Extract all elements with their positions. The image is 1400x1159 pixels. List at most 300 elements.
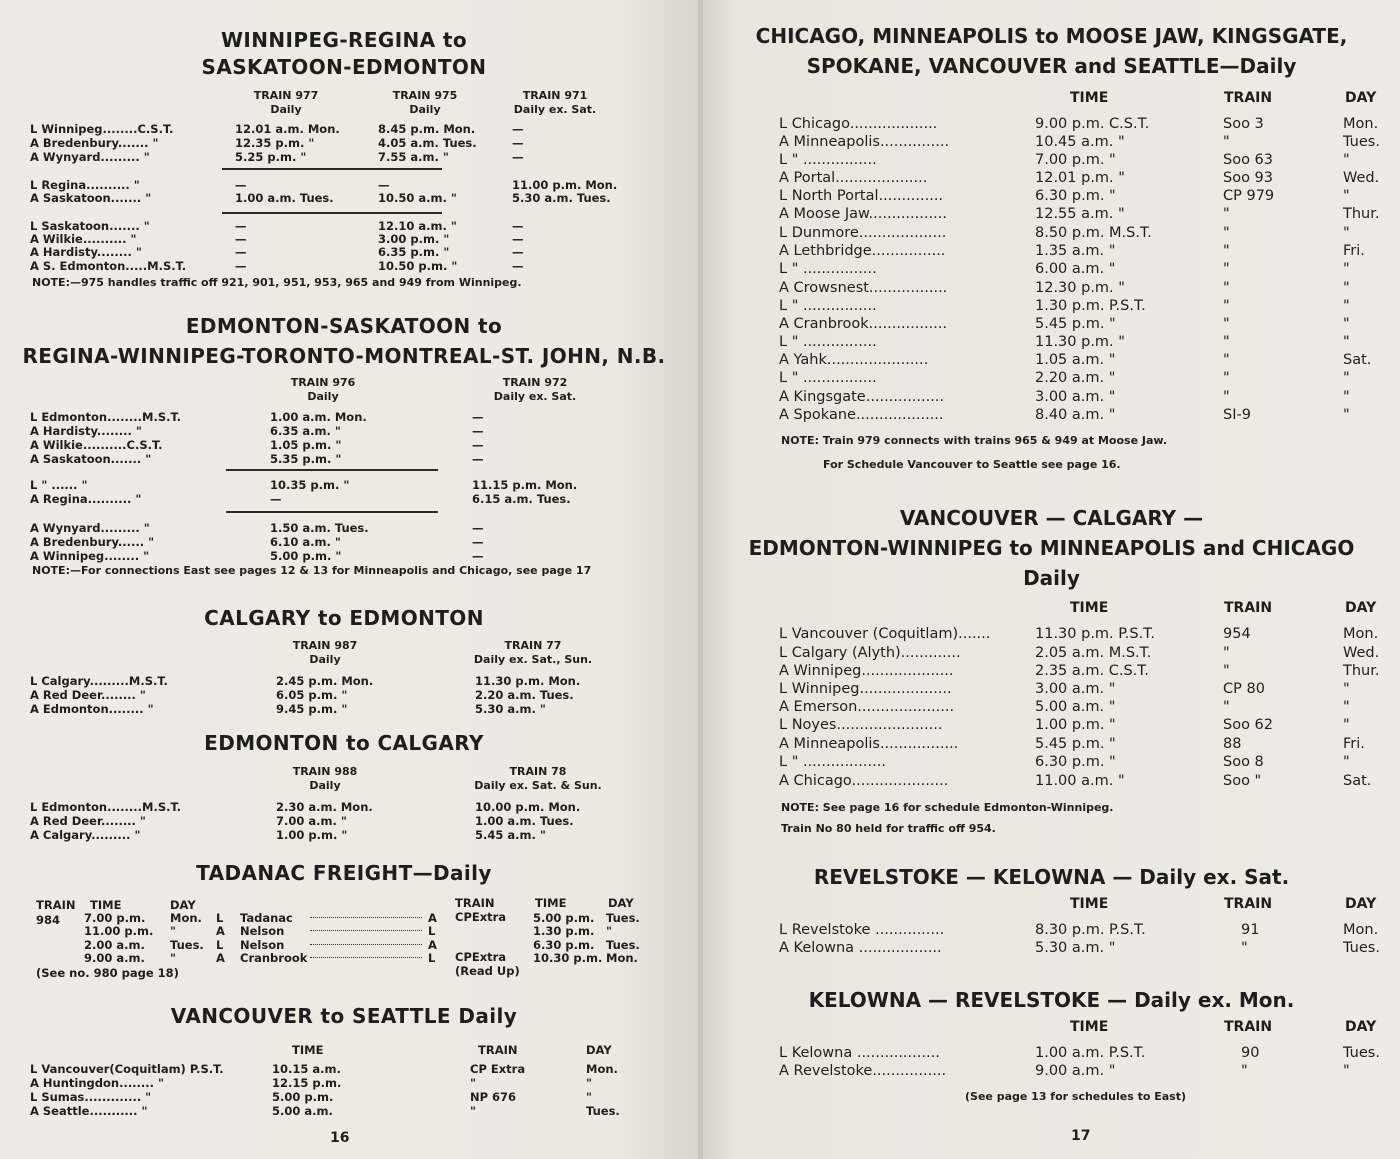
timetable-cell: 2.05 a.m. M.S.T.: [1035, 645, 1152, 661]
section-title: EDMONTON to CALGARY: [204, 731, 484, 755]
timetable-cell: ": [1223, 352, 1230, 368]
timetable-cell: —: [472, 452, 484, 466]
timetable-cell: 6.30 p.m. ": [1035, 754, 1116, 770]
timetable-cell: 5.00 a.m. ": [1035, 699, 1116, 715]
station-cell: L Kelowna ..................: [779, 1045, 940, 1061]
train-header: TRAIN 987 Daily: [292, 639, 358, 666]
station-cell: L Winnipeg........C.S.T.: [30, 122, 174, 136]
timetable-cell: ": [586, 1090, 592, 1104]
timetable-cell: ": [606, 924, 612, 938]
timetable-cell: L: [428, 951, 436, 965]
timetable-cell: Fri.: [1343, 736, 1365, 752]
timetable-cell: —: [235, 178, 247, 192]
timetable-cell: A: [428, 911, 437, 925]
timetable-cell: 7.55 a.m. ": [378, 150, 449, 164]
column-header: TIME: [90, 898, 122, 912]
timetable-cell: 9.00 a.m.: [84, 951, 145, 965]
timetable-cell: 1.00 a.m. Mon.: [270, 410, 367, 424]
timetable-cell: ": [1343, 681, 1350, 697]
timetable-cell: 1.00 p.m. ": [276, 828, 348, 842]
timetable-cell: 11.30 p.m. ": [1035, 334, 1125, 350]
timetable-cell: 91: [1241, 922, 1260, 938]
station-cell: L Vancouver(Coquitlam) P.S.T.: [30, 1062, 224, 1076]
column-header: TIME: [1070, 896, 1109, 912]
timetable-cell: 10.30 p.m.: [533, 951, 603, 965]
train-number: CPExtra: [455, 910, 507, 924]
timetable-cell: 2.20 a.m. Tues.: [475, 688, 574, 702]
column-header: TIME: [535, 896, 567, 910]
column-header: TIME: [1070, 90, 1109, 106]
timetable-cell: ": [1223, 134, 1230, 150]
timetable-cell: Soo ": [1223, 773, 1262, 789]
timetable-cell: 2.00 a.m.: [84, 938, 145, 952]
note: NOTE:—975 handles traffic off 921, 901, 951, 953, 965 and 949 from Winnipeg.: [32, 276, 522, 289]
station-cell: Nelson: [240, 938, 285, 952]
station-cell: A Crowsnest.................: [779, 280, 948, 296]
timetable-cell: Fri.: [1343, 243, 1365, 259]
timetable-cell: ": [1223, 206, 1230, 222]
train-header: TRAIN 976 Daily: [290, 376, 356, 403]
train-header: TRAIN 988 Daily: [292, 765, 358, 792]
train-header: TRAIN 975 Daily: [392, 89, 458, 116]
timetable-cell: 88: [1223, 736, 1242, 752]
timetable-cell: Wed.: [1343, 170, 1380, 186]
timetable-cell: —: [235, 232, 247, 246]
timetable-cell: ": [1343, 298, 1350, 314]
station-cell: A Saskatoon....... ": [30, 452, 152, 466]
timetable-cell: 10.45 a.m. ": [1035, 134, 1125, 150]
timetable-cell: ": [170, 951, 176, 965]
divider: [222, 212, 442, 214]
timetable-cell: Thur.: [1343, 663, 1380, 679]
note: (See page 13 for schedules to East): [965, 1090, 1186, 1103]
timetable-cell: 8.40 a.m. ": [1035, 407, 1116, 423]
timetable-cell: 1.30 p.m. P.S.T.: [1035, 298, 1146, 314]
timetable-cell: Soo 93: [1223, 170, 1274, 186]
station-cell: A Huntingdon........ ": [30, 1076, 165, 1090]
timetable-cell: ": [470, 1104, 476, 1118]
timetable-cell: ": [1343, 225, 1350, 241]
timetable-cell: 1.00 a.m. P.S.T.: [1035, 1045, 1146, 1061]
station-cell: L " ................: [779, 261, 877, 277]
section-title: CALGARY to EDMONTON: [204, 606, 484, 630]
timetable-cell: Soo 8: [1223, 754, 1264, 770]
dot-leader: [310, 957, 422, 958]
timetable-cell: 6.05 p.m. ": [276, 688, 348, 702]
section-title: VANCOUVER — CALGARY —: [899, 506, 1204, 530]
timetable-cell: ": [1343, 389, 1350, 405]
timetable-cell: ": [1343, 407, 1350, 423]
timetable-cell: 6.10 a.m. ": [270, 535, 341, 549]
note: (See no. 980 page 18): [36, 966, 179, 980]
timetable-cell: ": [470, 1076, 476, 1090]
station-cell: A Hardisty........ ": [30, 245, 142, 259]
train-number: CPExtra: [455, 950, 507, 964]
timetable-cell: —: [512, 245, 524, 259]
column-header: TIME: [292, 1043, 324, 1057]
timetable-cell: 6.35 p.m. ": [378, 245, 450, 259]
timetable-cell: —: [472, 438, 484, 452]
timetable-cell: 12.01 a.m. Mon.: [235, 122, 340, 136]
timetable-cell: CP 80: [1223, 681, 1265, 697]
timetable-cell: 10.50 p.m. ": [378, 259, 458, 273]
timetable-cell: 11.00 p.m. Mon.: [512, 178, 618, 192]
timetable-cell: Sat.: [1343, 773, 1372, 789]
timetable-cell: 5.30 a.m. Tues.: [512, 191, 611, 205]
timetable-cell: Mon.: [1343, 922, 1379, 938]
station-cell: L Vancouver (Coquitlam).......: [779, 626, 991, 642]
timetable-cell: ": [1343, 316, 1350, 332]
timetable-cell: 9.00 p.m. C.S.T.: [1035, 116, 1150, 132]
timetable-cell: 2.30 a.m. Mon.: [276, 800, 373, 814]
column-header: TRAIN: [36, 898, 76, 912]
section-title: REGINA-WINNIPEG-TORONTO-MONTREAL-ST. JOHN, N.B.: [22, 344, 666, 368]
timetable-cell: 11.15 p.m. Mon.: [472, 478, 578, 492]
column-header: TRAIN: [455, 896, 495, 910]
station-cell: L " ................: [779, 152, 877, 168]
column-header: DAY: [170, 898, 196, 912]
station-cell: A Winnipeg........ ": [30, 549, 150, 563]
timetable-cell: —: [512, 136, 524, 150]
timetable-cell: 8.45 p.m. Mon.: [378, 122, 476, 136]
timetable-cell: —: [472, 424, 484, 438]
station-cell: A Yahk......................: [779, 352, 929, 368]
timetable-cell: L: [216, 938, 224, 952]
timetable-cell: ": [1223, 663, 1230, 679]
column-header: TIME: [1070, 1019, 1109, 1035]
timetable-cell: ": [1343, 188, 1350, 204]
timetable-cell: CP Extra: [470, 1062, 526, 1076]
station-cell: A Chicago.....................: [779, 773, 949, 789]
timetable-cell: Soo 63: [1223, 152, 1274, 168]
station-cell: A Red Deer........ ": [30, 814, 146, 828]
timetable-cell: 11.00 a.m. ": [1035, 773, 1125, 789]
station-cell: L " ..................: [779, 754, 886, 770]
station-cell: A Seattle........... ": [30, 1104, 148, 1118]
page-number: 16: [330, 1130, 350, 1146]
station-cell: A Bredenbury...... ": [30, 535, 155, 549]
timetable-cell: ": [1223, 370, 1230, 386]
timetable-cell: 11.00 p.m.: [84, 924, 154, 938]
timetable-cell: Tues.: [586, 1104, 620, 1118]
station-cell: A Emerson.....................: [779, 699, 955, 715]
timetable-cell: ": [1223, 389, 1230, 405]
note: NOTE: See page 16 for schedule Edmonton-Winnipeg.: [781, 801, 1114, 814]
timetable-cell: ": [1223, 225, 1230, 241]
timetable-cell: 12.35 p.m. ": [235, 136, 315, 150]
dot-leader: [310, 930, 422, 931]
timetable-cell: 3.00 a.m. ": [1035, 389, 1116, 405]
train-header: TRAIN 77 Daily ex. Sat., Sun.: [473, 639, 593, 666]
timetable-cell: 6.00 a.m. ": [1035, 261, 1116, 277]
timetable-cell: ": [1343, 370, 1350, 386]
timetable-cell: 6.30 p.m. ": [1035, 188, 1116, 204]
timetable-cell: ": [1343, 261, 1350, 277]
station-cell: A Lethbridge................: [779, 243, 946, 259]
timetable-cell: 8.50 p.m. M.S.T.: [1035, 225, 1152, 241]
timetable-cell: 954: [1223, 626, 1251, 642]
timetable-cell: ": [1343, 152, 1350, 168]
station-cell: A Regina.......... ": [30, 492, 142, 506]
station-cell: Nelson: [240, 924, 285, 938]
timetable-cell: 4.05 a.m. Tues.: [378, 136, 477, 150]
timetable-cell: 11.30 p.m. Mon.: [475, 674, 581, 688]
divider: [226, 511, 438, 513]
station-cell: L " ...... ": [30, 478, 88, 492]
timetable-cell: 6.15 a.m. Tues.: [472, 492, 571, 506]
train-number: 984: [36, 913, 61, 927]
dot-leader: [310, 917, 422, 918]
timetable-cell: 10.35 p.m. ": [270, 478, 350, 492]
station-cell: L " ................: [779, 370, 877, 386]
left-page: [0, 0, 698, 1159]
station-cell: A Kingsgate.................: [779, 389, 945, 405]
timetable-cell: 2.20 a.m. ": [1035, 370, 1116, 386]
station-cell: A Revelstoke................: [779, 1063, 947, 1079]
station-cell: L Sumas............. ": [30, 1090, 152, 1104]
note: (Read Up): [455, 964, 520, 978]
station-cell: A Wilkie.......... ": [30, 232, 137, 246]
column-header: TRAIN: [478, 1043, 518, 1057]
timetable-cell: 3.00 p.m. ": [378, 232, 450, 246]
timetable-cell: 12.30 p.m. ": [1035, 280, 1125, 296]
column-header: TRAIN: [1224, 1019, 1273, 1035]
column-header: DAY: [608, 896, 634, 910]
section-title: Daily: [1023, 566, 1080, 590]
section-title: WINNIPEG-REGINA to: [220, 28, 468, 52]
timetable-cell: 1.30 p.m.: [533, 924, 595, 938]
timetable-cell: —: [472, 549, 484, 563]
station-cell: L Saskatoon....... ": [30, 219, 150, 233]
section-title: EDMONTON-SASKATOON to: [185, 314, 503, 338]
timetable-cell: —: [472, 535, 484, 549]
timetable-cell: ": [1343, 334, 1350, 350]
timetable-cell: 7.00 p.m. ": [1035, 152, 1116, 168]
station-cell: Cranbrook: [240, 951, 308, 965]
timetable-cell: 10.50 a.m. ": [378, 191, 457, 205]
timetable-cell: 5.00 a.m.: [272, 1104, 333, 1118]
timetable-cell: 8.30 p.m. P.S.T.: [1035, 922, 1146, 938]
timetable-cell: Thur.: [1343, 206, 1380, 222]
timetable-cell: ": [1343, 699, 1350, 715]
station-cell: L Regina.......... ": [30, 178, 140, 192]
timetable-cell: ": [1223, 699, 1230, 715]
timetable-cell: Tues.: [1343, 1045, 1380, 1061]
timetable-cell: ": [1223, 280, 1230, 296]
timetable-cell: 5.30 a.m. ": [475, 702, 546, 716]
timetable-cell: 9.00 a.m. ": [1035, 1063, 1116, 1079]
station-cell: A S. Edmonton.....M.S.T.: [30, 259, 187, 273]
timetable-cell: 5.45 a.m. ": [475, 828, 546, 842]
station-cell: A Wilkie..........C.S.T.: [30, 438, 163, 452]
timetable-cell: 2.35 a.m. C.S.T.: [1035, 663, 1150, 679]
timetable-cell: 12.01 p.m. ": [1035, 170, 1125, 186]
page-number: 17: [1071, 1128, 1091, 1144]
column-header: TRAIN: [1224, 896, 1273, 912]
timetable-cell: Soo 62: [1223, 717, 1274, 733]
section-title: KELOWNA — REVELSTOKE — Daily ex. Mon.: [808, 988, 1295, 1012]
column-header: DAY: [1345, 1019, 1377, 1035]
note: For Schedule Vancouver to Seattle see page 16.: [823, 458, 1121, 471]
timetable-cell: ": [1241, 1063, 1248, 1079]
station-cell: L Edmonton........M.S.T.: [30, 410, 181, 424]
timetable-cell: 5.00 p.m.: [272, 1090, 334, 1104]
station-cell: A Wynyard......... ": [30, 521, 150, 535]
timetable-cell: —: [512, 219, 524, 233]
timetable-cell: 5.00 p.m.: [533, 911, 595, 925]
timetable-cell: 12.10 a.m. ": [378, 219, 457, 233]
timetable-cell: —: [512, 150, 524, 164]
column-header: TIME: [1070, 600, 1109, 616]
timetable-cell: ": [1343, 1063, 1350, 1079]
timetable-cell: Sat.: [1343, 352, 1372, 368]
timetable-cell: 1.35 a.m. ": [1035, 243, 1116, 259]
timetable-cell: Mon.: [1343, 626, 1379, 642]
section-title: SASKATOON-EDMONTON: [201, 55, 487, 79]
timetable-cell: 6.30 p.m.: [533, 938, 595, 952]
timetable-cell: ": [1223, 645, 1230, 661]
timetable-cell: ": [1343, 717, 1350, 733]
timetable-cell: ": [1241, 940, 1248, 956]
timetable-cell: Tues.: [606, 911, 640, 925]
timetable-cell: 1.00 a.m. Tues.: [235, 191, 334, 205]
timetable-cell: 2.45 p.m. Mon.: [276, 674, 374, 688]
timetable-cell: ": [1223, 334, 1230, 350]
timetable-cell: 11.30 p.m. P.S.T.: [1035, 626, 1155, 642]
timetable-cell: 1.05 a.m. ": [1035, 352, 1116, 368]
timetable-cell: —: [235, 219, 247, 233]
timetable-cell: Mon.: [1343, 116, 1379, 132]
station-cell: L Calgary.........M.S.T.: [30, 674, 168, 688]
dot-leader: [310, 944, 422, 945]
station-cell: L Chicago...................: [779, 116, 938, 132]
station-cell: A Hardisty........ ": [30, 424, 142, 438]
station-cell: L Winnipeg....................: [779, 681, 952, 697]
timetable-cell: Tues.: [170, 938, 204, 952]
station-cell: A Bredenbury....... ": [30, 136, 159, 150]
timetable-cell: ": [1343, 754, 1350, 770]
station-cell: L Dunmore...................: [779, 225, 947, 241]
timetable-cell: NP 676: [470, 1090, 517, 1104]
timetable-cell: Wed.: [1343, 645, 1380, 661]
timetable-cell: A: [216, 924, 225, 938]
note: NOTE: Train 979 connects with trains 965 & 949 at Moose Jaw.: [781, 434, 1168, 447]
timetable-cell: —: [512, 232, 524, 246]
timetable-cell: 5.45 p.m. ": [1035, 316, 1116, 332]
timetable-cell: 1.00 a.m. Tues.: [475, 814, 574, 828]
timetable-cell: 5.30 a.m. ": [1035, 940, 1116, 956]
station-cell: A Wynyard......... ": [30, 150, 150, 164]
timetable-cell: ": [1343, 280, 1350, 296]
column-header: TRAIN: [1224, 90, 1273, 106]
timetable-cell: 10.00 p.m. Mon.: [475, 800, 581, 814]
station-cell: A Moose Jaw.................: [779, 206, 947, 222]
station-cell: A Spokane...................: [779, 407, 944, 423]
timetable-cell: 5.25 p.m. ": [235, 150, 307, 164]
timetable-cell: —: [270, 492, 282, 506]
station-cell: A Saskatoon....... ": [30, 191, 152, 205]
train-header: TRAIN 972 Daily ex. Sat.: [493, 376, 577, 403]
timetable-cell: 1.50 a.m. Tues.: [270, 521, 369, 535]
timetable-cell: ": [170, 924, 176, 938]
column-header: DAY: [1345, 600, 1377, 616]
station-cell: L " ................: [779, 334, 877, 350]
section-title: SPOKANE, VANCOUVER and SEATTLE—Daily: [806, 54, 1297, 78]
timetable-cell: ": [586, 1076, 592, 1090]
station-cell: Tadanac: [240, 911, 293, 925]
timetable-cell: Mon.: [586, 1062, 618, 1076]
station-cell: A Cranbrook.................: [779, 316, 948, 332]
timetable-cell: L: [428, 924, 436, 938]
timetable-cell: —: [235, 259, 247, 273]
timetable-cell: —: [512, 122, 524, 136]
timetable-cell: Tues.: [1343, 940, 1380, 956]
divider: [226, 469, 438, 471]
station-cell: A Kelowna ..................: [779, 940, 942, 956]
timetable-cell: ": [1223, 243, 1230, 259]
train-header: TRAIN 971 Daily ex. Sat.: [513, 89, 597, 116]
station-cell: L Calgary (Alyth).............: [779, 645, 961, 661]
column-header: DAY: [1345, 896, 1377, 912]
timetable-cell: ": [1223, 261, 1230, 277]
station-cell: L Noyes.......................: [779, 717, 943, 733]
note: Train No 80 held for traffic off 954.: [781, 822, 996, 835]
timetable-cell: 10.15 a.m.: [272, 1062, 341, 1076]
station-cell: A Red Deer........ ": [30, 688, 146, 702]
timetable-cell: 6.35 a.m. ": [270, 424, 341, 438]
station-cell: L North Portal..............: [779, 188, 944, 204]
timetable-cell: 7.00 a.m. ": [276, 814, 347, 828]
timetable-cell: Tues.: [1343, 134, 1380, 150]
timetable-cell: 5.35 p.m. ": [270, 452, 342, 466]
column-header: DAY: [586, 1043, 612, 1057]
section-title: CHICAGO, MINNEAPOLIS to MOOSE JAW, KINGSGATE,: [755, 24, 1348, 48]
station-cell: A Portal....................: [779, 170, 928, 186]
station-cell: A Edmonton........ ": [30, 702, 154, 716]
timetable-cell: A: [428, 938, 437, 952]
station-cell: L Edmonton........M.S.T.: [30, 800, 181, 814]
divider: [222, 168, 442, 170]
section-title: EDMONTON-WINNIPEG to MINNEAPOLIS and CHICAGO: [748, 536, 1355, 560]
timetable-cell: Soo 3: [1223, 116, 1264, 132]
timetable-cell: 5.45 p.m. ": [1035, 736, 1116, 752]
timetable-cell: 3.00 a.m. ": [1035, 681, 1116, 697]
timetable-cell: SI-9: [1223, 407, 1251, 423]
section-title: REVELSTOKE — KELOWNA — Daily ex. Sat.: [813, 865, 1290, 889]
station-cell: A Minneapolis...............: [779, 134, 950, 150]
timetable-cell: 1.00 p.m. ": [1035, 717, 1116, 733]
timetable-cell: 90: [1241, 1045, 1260, 1061]
train-header: TRAIN 78 Daily ex. Sat. & Sun.: [474, 765, 602, 792]
timetable-cell: —: [472, 521, 484, 535]
note: NOTE:—For connections East see pages 12 & 13 for Minneapolis and Chicago, see page 17: [32, 564, 592, 577]
column-header: DAY: [1345, 90, 1377, 106]
timetable-cell: —: [472, 410, 484, 424]
station-cell: L " ................: [779, 298, 877, 314]
timetable-cell: 9.45 p.m. ": [276, 702, 348, 716]
timetable-cell: ": [1223, 298, 1230, 314]
timetable-cell: CP 979: [1223, 188, 1275, 204]
station-cell: A Minneapolis.................: [779, 736, 959, 752]
section-title: TADANAC FREIGHT—Daily: [196, 861, 492, 885]
timetable-cell: —: [512, 259, 524, 273]
column-header: TRAIN: [1224, 600, 1273, 616]
timetable-cell: 12.55 a.m. ": [1035, 206, 1125, 222]
timetable-cell: 5.00 p.m. ": [270, 549, 342, 563]
section-title: VANCOUVER to SEATTLE Daily: [170, 1004, 518, 1028]
timetable-cell: L: [216, 911, 224, 925]
timetable-cell: 1.05 p.m. ": [270, 438, 342, 452]
